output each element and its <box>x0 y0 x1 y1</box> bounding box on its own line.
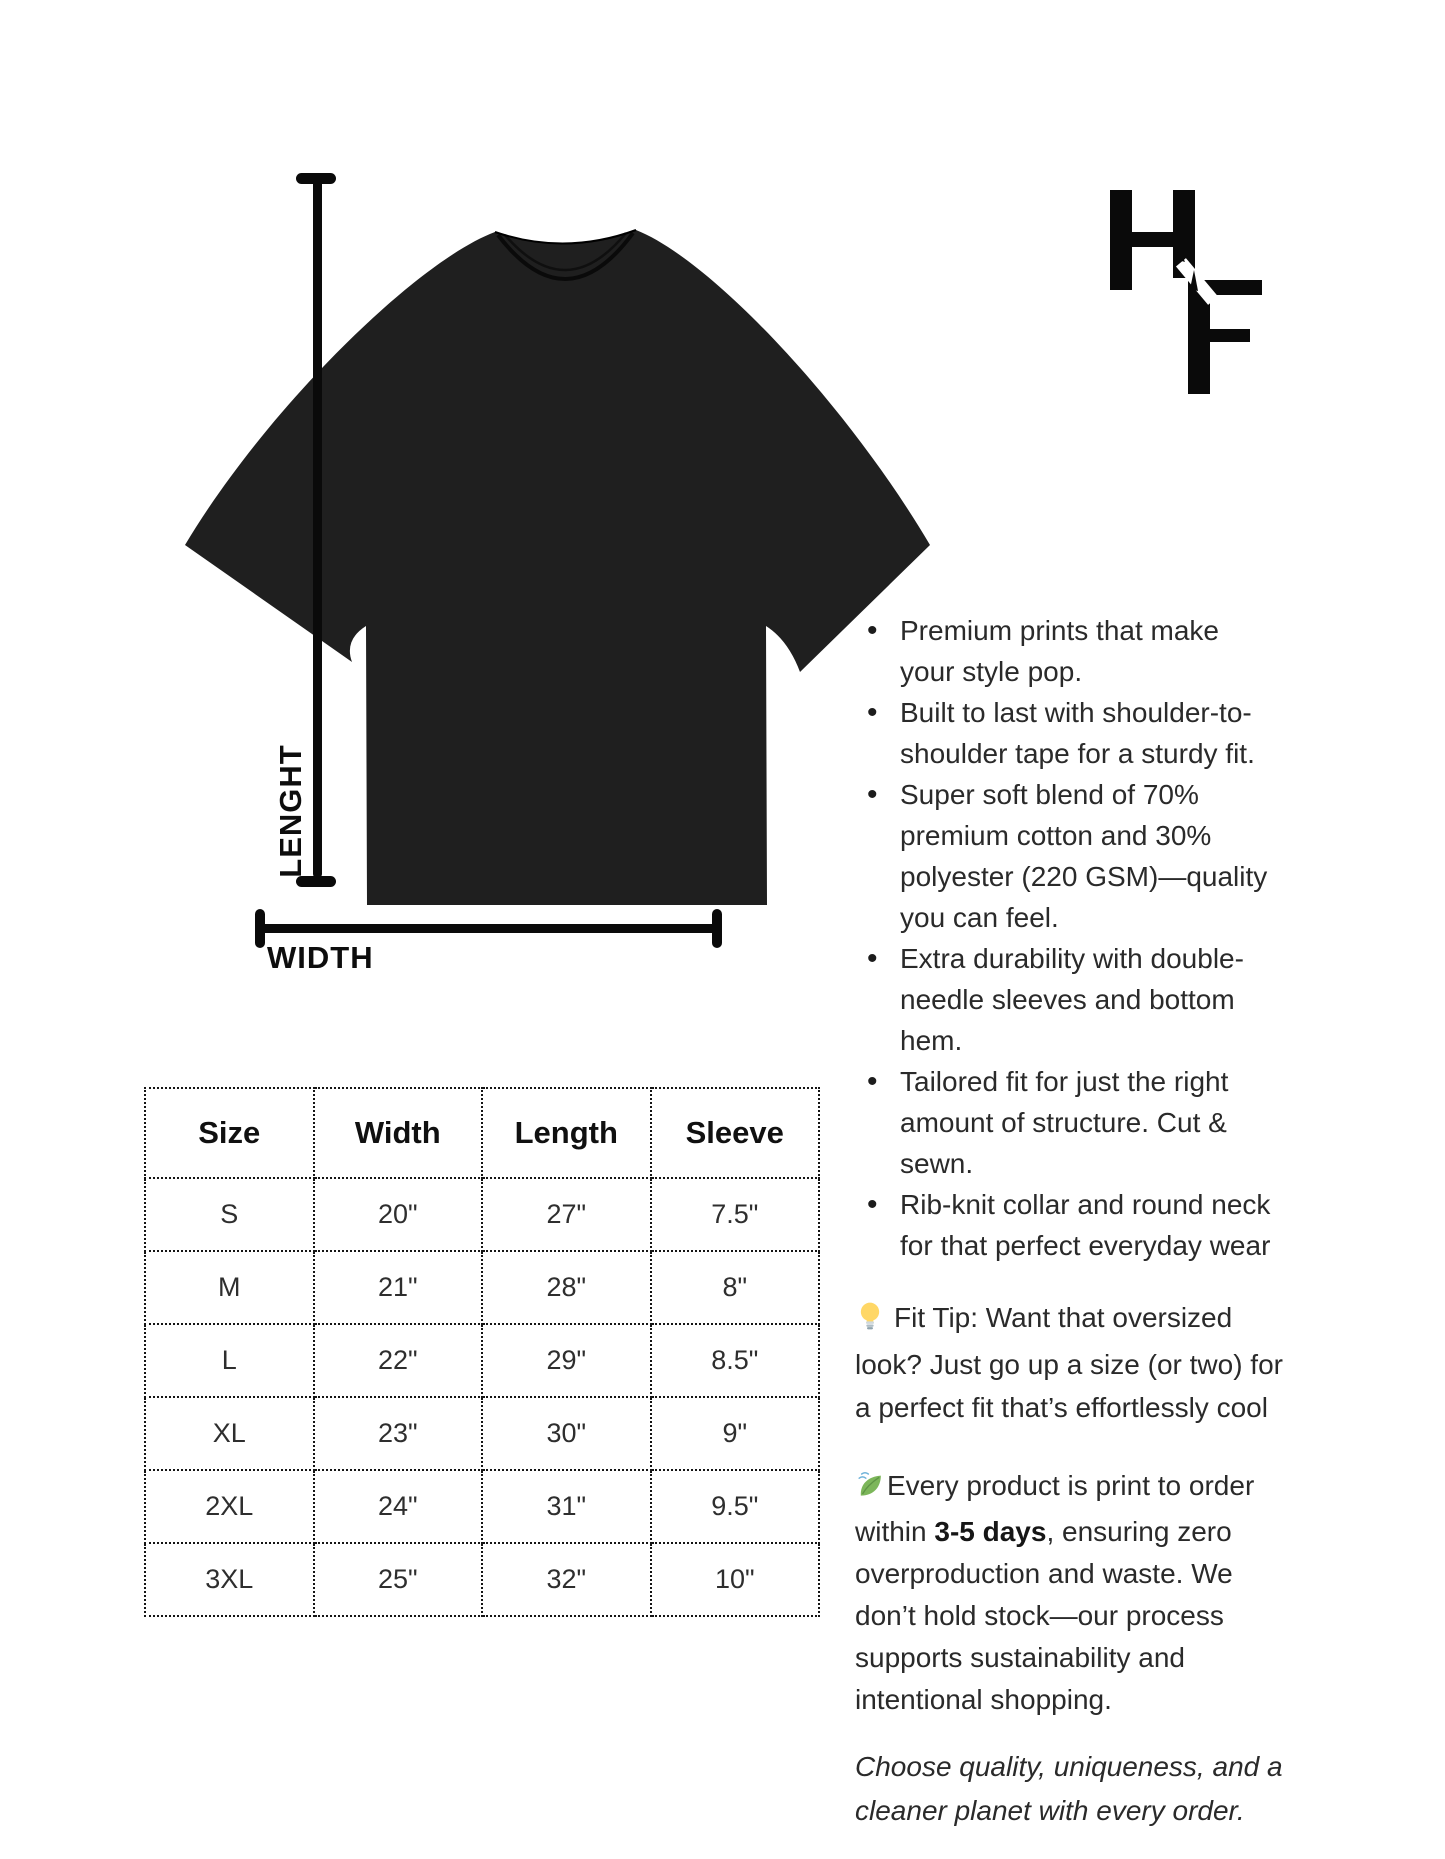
cell-width: 25" <box>314 1543 483 1616</box>
cell-width: 21" <box>314 1251 483 1324</box>
cell-length: 32" <box>482 1543 651 1616</box>
leaf-emoji-icon <box>855 1469 885 1511</box>
hf-brand-logo <box>1106 188 1266 396</box>
cell-width: 23" <box>314 1397 483 1470</box>
fit-tip-line: Fit Tip: Want that oversized <box>894 1302 1233 1333</box>
cell-sleeve: 8" <box>651 1251 820 1324</box>
fit-tip-line: look? Just go up a size (or two) for <box>855 1349 1283 1380</box>
col-header-width: Width <box>314 1088 483 1178</box>
eco-line: overproduction and waste. We <box>855 1558 1233 1589</box>
width-measure-cap-right <box>712 909 722 948</box>
cell-width: 22" <box>314 1324 483 1397</box>
cell-sleeve: 7.5" <box>651 1178 820 1251</box>
cell-length: 28" <box>482 1251 651 1324</box>
eco-line: don’t hold stock—our process <box>855 1600 1224 1631</box>
eco-note: Every product is print to order within 3-5 days, ensuring zero overproduction and waste. We don’t hold stock—our process supports sustainability and intentional shopping. <box>855 1465 1423 1721</box>
letter-h-icon <box>1110 190 1195 290</box>
col-header-size: Size <box>145 1088 314 1178</box>
table-row <box>145 1178 819 1251</box>
length-measure-line <box>313 178 322 878</box>
length-measure-cap-top <box>296 173 336 184</box>
eco-bold-days: 3-5 days <box>934 1516 1047 1547</box>
feature-list <box>855 610 1423 1266</box>
cell-sleeve: 10" <box>651 1543 820 1616</box>
table-row <box>145 1251 819 1324</box>
cell-size: M <box>145 1251 314 1324</box>
feature-item: • Tailored fit for just the right amount of structure. Cut & sewn. <box>855 1061 1423 1184</box>
table-row <box>145 1397 819 1470</box>
width-measure-cap-left <box>255 909 265 948</box>
tshirt-illustration <box>152 172 932 908</box>
cell-width: 24" <box>314 1470 483 1543</box>
lightbulb-emoji-icon <box>855 1300 885 1343</box>
feature-item: • Built to last with shoulder-to- shoulder tape for a sturdy fit. <box>855 692 1423 774</box>
table-row <box>145 1543 819 1616</box>
feature-item: • Premium prints that make your style pop. <box>855 610 1423 692</box>
letter-f-icon <box>1188 280 1262 394</box>
cell-size: S <box>145 1178 314 1251</box>
width-measure-line <box>259 924 719 933</box>
cell-size: 2XL <box>145 1470 314 1543</box>
cell-size: L <box>145 1324 314 1397</box>
col-header-length: Length <box>482 1088 651 1178</box>
cell-sleeve: 9.5" <box>651 1470 820 1543</box>
col-header-sleeve: Sleeve <box>651 1088 820 1178</box>
cell-length: 27" <box>482 1178 651 1251</box>
fit-tip-line: a perfect fit that’s effortlessly cool <box>855 1392 1268 1423</box>
cell-length: 29" <box>482 1324 651 1397</box>
cell-width: 20" <box>314 1178 483 1251</box>
table-row <box>145 1324 819 1397</box>
feature-item: • Rib-knit collar and round neck for that perfect everyday wear <box>855 1184 1423 1266</box>
cell-length: 30" <box>482 1397 651 1470</box>
size-chart-table <box>144 1087 820 1617</box>
cell-sleeve: 9" <box>651 1397 820 1470</box>
eco-line: supports sustainability and <box>855 1642 1185 1673</box>
cell-length: 31" <box>482 1470 651 1543</box>
table-row <box>145 1470 819 1543</box>
width-label: WIDTH <box>267 940 374 975</box>
closing-tagline: Choose quality, uniqueness, and a cleaner planet with every order. <box>855 1751 1283 1826</box>
fit-tip <box>855 1296 1423 1429</box>
cell-size: 3XL <box>145 1543 314 1616</box>
cell-sleeve: 8.5" <box>651 1324 820 1397</box>
table-header-row <box>145 1088 819 1178</box>
feature-item: • Extra durability with double- needle sleeves and bottom hem. <box>855 938 1423 1061</box>
feature-item: • Super soft blend of 70% premium cotton and 30% polyester (220 GSM)—quality you can feel. <box>855 774 1423 938</box>
cell-size: XL <box>145 1397 314 1470</box>
product-details <box>855 610 1423 1833</box>
eco-line: Every product is print to order <box>887 1470 1255 1501</box>
eco-line: intentional shopping. <box>855 1684 1112 1715</box>
length-label: LENGHT <box>273 744 308 878</box>
